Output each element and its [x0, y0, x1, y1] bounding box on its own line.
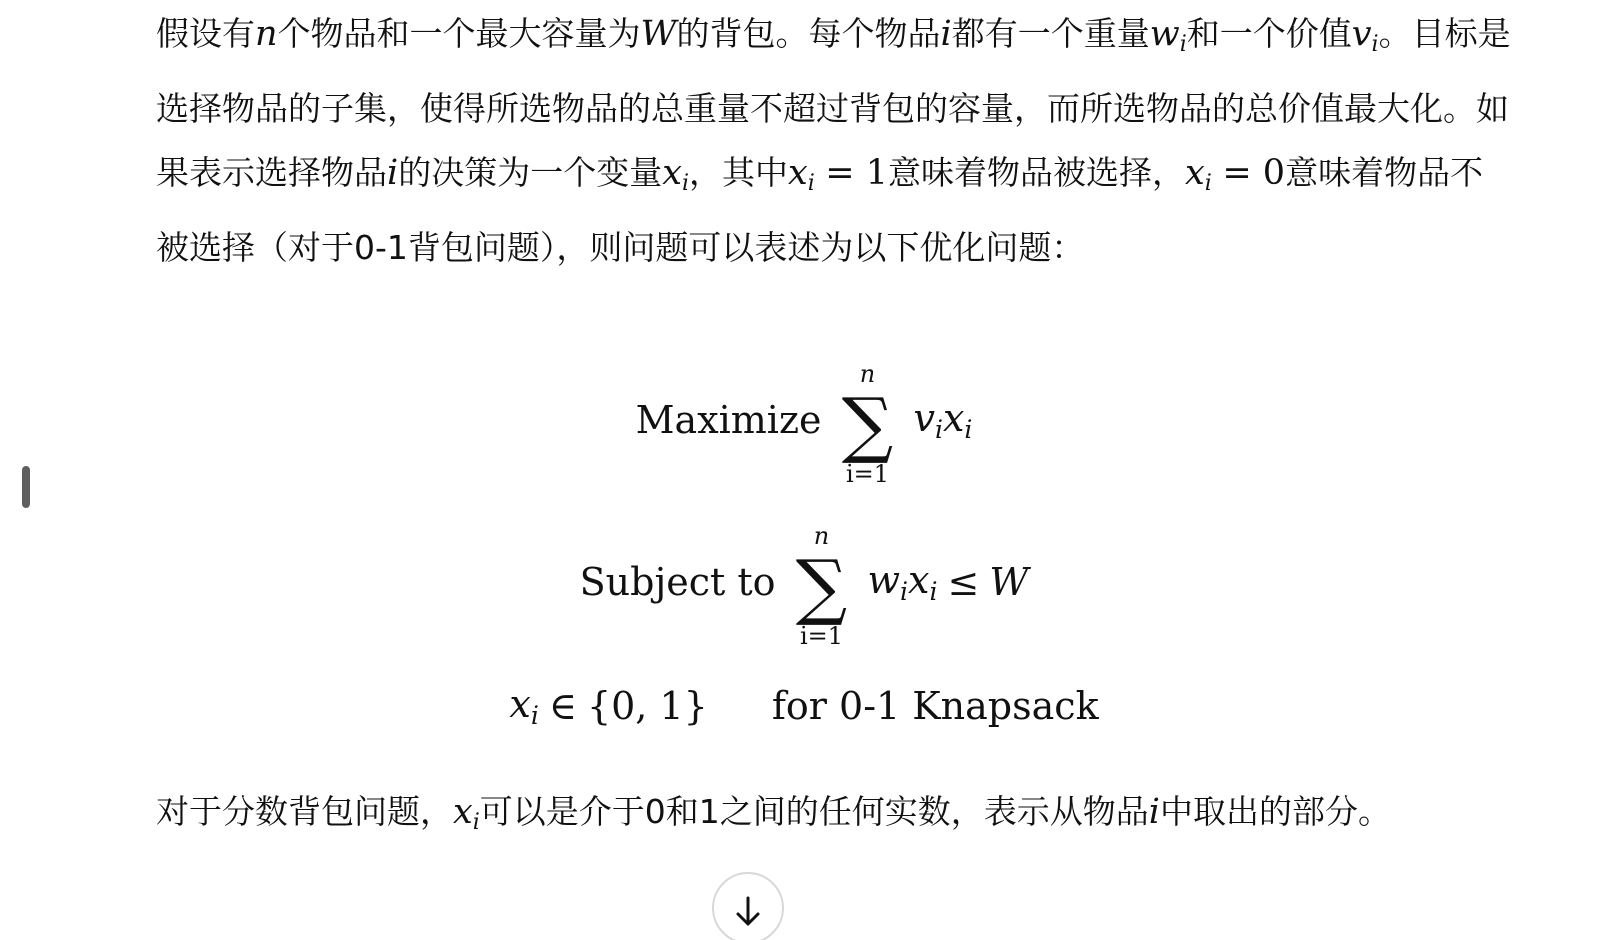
text: 意味着物品不被选择（对于0-1背包问题），则问题可以表述为以下优化问题： [156, 153, 1484, 267]
sum-operator: n ∑ i=1 [841, 360, 894, 488]
math-x-i: $x_i$ [788, 153, 815, 196]
text: 的决策为一个变量 [398, 153, 663, 192]
constraint-equation [0, 518, 1608, 650]
math-equals-one: = 1 [825, 153, 889, 193]
math-equals-zero: = 0 [1222, 153, 1286, 193]
objective-equation [0, 356, 1608, 488]
leq-symbol: ≤ [947, 560, 980, 604]
domain-variable: $x_i$ [509, 682, 539, 730]
domain-note: for 0-1 Knapsack [771, 684, 1099, 728]
message-content [156, 0, 1516, 280]
text: 对于分数背包问题， [156, 792, 453, 831]
fractional-knapsack-paragraph [156, 780, 1516, 855]
math-n: n [255, 14, 278, 54]
binary-set: {0, 1} [586, 684, 708, 728]
math-v-i: $v_i$ [1351, 14, 1379, 57]
objective-term: $v_ix_i$ [913, 396, 973, 444]
math-i: i [387, 153, 399, 193]
maximize-label: Maximize [635, 398, 822, 442]
message-content-2 [156, 780, 1516, 855]
subject-to-label: Subject to [579, 560, 776, 604]
text: 个物品和一个最大容量为 [277, 14, 641, 53]
math-W: W [640, 14, 677, 54]
math-x-i: $x_i$ [662, 153, 689, 196]
math-x-i: $x_i$ [453, 792, 480, 835]
sum-operator: n ∑ i=1 [795, 522, 848, 650]
capacity-W: W [989, 560, 1029, 604]
text: 和一个价值 [1186, 14, 1352, 53]
math-i: i [940, 14, 952, 54]
text: 都有一个重量 [951, 14, 1150, 53]
text: 假设有 [156, 14, 255, 53]
text: 中取出的部分。 [1160, 792, 1391, 831]
arrow-down-icon [734, 896, 762, 928]
text: 可以是介于0和1之间的任何实数，表示从物品 [479, 792, 1149, 831]
scroll-to-bottom-button[interactable] [712, 872, 784, 940]
constraint-term: $w_ix_i$ [867, 558, 938, 606]
knapsack-intro-paragraph [156, 2, 1516, 280]
math-w-i: $w_i$ [1149, 14, 1187, 57]
text: 意味着物品被选择， [888, 153, 1186, 192]
domain-equation [0, 682, 1608, 730]
element-of-symbol: ∈ [548, 684, 577, 728]
text: 的背包。每个物品 [676, 14, 941, 53]
text: 。目标是选择物品的子集，使得所选物品的总重量不超过背包的容量，而所选物品的总价值最大化。如果表示选择物品 [156, 14, 1511, 192]
math-i: i [1148, 792, 1160, 832]
math-x-i: $x_i$ [1185, 153, 1212, 196]
text: ，其中 [689, 153, 788, 192]
